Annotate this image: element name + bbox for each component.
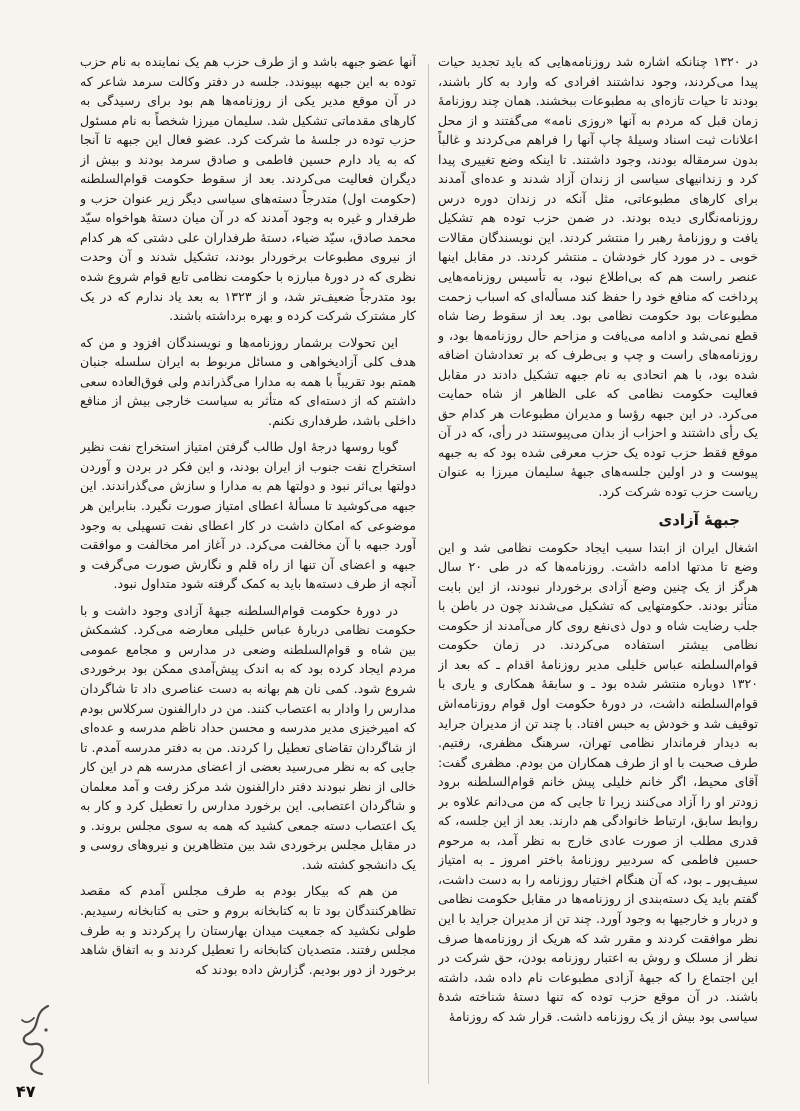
kerman-signature-logo xyxy=(12,1000,58,1080)
paragraph: گویا روسها درجهٔ اول طالب گرفتن امتیاز استخراج نفت نظیر استخراج نفت جنوب از ایران بودند، و این فکر در بردن و آوردن دولتها بی‌اثر نبود و دولتها هم به مدارا و سازش می‌گذراندند. این جبهه می‌کوشید تا مسألهٔ اعطای امتیاز صورت نگیرد. بنابراین هر موضوعی که امکان داشت در کار اعطای نفت تسهیلی به وجود آورد جبهه با آن مخالفت می‌کرد. در آغاز امر مخالفت و موافقت جبهه و اعضای آن تنها از راه قلم و نگارش صورت می‌گرفت و آنچه از طرف دسته‌ها باید به کمک گرفته شود متداول نبود. xyxy=(80,439,416,592)
paragraph: من هم که بیکار بودم به طرف مجلس آمدم که مقصد تظاهرکنندگان بود تا به کتابخانه بروم و حتی به کتابخانه رسیدیم. طولی نکشید که جمعیت میدان بهارستان را پرکردند و به طرف مجلس رفتند. متصدیان کتابخانه را تعطیل کردند و به اتفاق شاهد برخورد از دور بودیم. گزارش داده بودند که xyxy=(80,883,416,977)
page-number: ۴۷ xyxy=(16,1082,36,1101)
paragraph: در ۱۳۲۰ چنانکه اشاره شد روزنامه‌هایی که باید تجدید حیات پیدا می‌کردند، وجود نداشتند افرادی که وارد به کار باشند، بودند تا حیات تازه‌ای به مطبوعات ببخشند. همان چند روزنامهٔ زمان قبل که مردم به آنها «روزی نامه» می‌گفتند و از محل اعلانات ثبت اسناد وسیلهٔ چاپ آنها را فراهم می‌کردند و غالباً بدون سرمقاله بودند، وجود داشتند. تا اینکه وضع تغییری پیدا کرد و زندانیهای سیاسی از زندان آزاد شدند و عده‌ای آمدند برای کارهای مطبوعاتی، مثل آنکه در زندان دوره درس روزنامه‌نگاری دیده بودند. در ضمن حزب توده هم تشکیل یافت و روزنامهٔ رهبر را منتشر کردند. این نویسندگان مقالات خوبی ـ در مورد کار خودشان ـ منتشر کردند. در مقابل اینها عنصر راست هم که بی‌اطلاع نبود، به تأسیس روزنامه‌هایی پرداخت که منافع خود را حفظ کند مسأله‌ای که اسباب زحمت مطبوعات بود حکومت نظامی بود. بعد از سقوط رضا شاه قطع نمی‌شد و ادامه می‌یافت و مزاحم حال روزنامه‌ها بود، و روزنامه‌های راست و چپ و بی‌طرف که بر تعدادشان اضافه شده بود، با هم اتحادی به نام جبهه تشکیل دادند در مقابل فعالیت حکومت نظامی که علی الظاهر از شاه حمایت می‌کرد. در این جبهه رؤسا و مدیران مطبوعات هر کدام حق یک رأی داشتند و احزاب از بدان می‌پیوستند در رأی، که در آن موقع فقط حزب توده یک حزب معرفی شده بود که به جبهه پیوست و در اولین جلسه‌های جبههٔ سلیمان میرزا به عنوان ریاست حزب توده شرکت کرد. xyxy=(438,54,758,500)
paragraph: آنها عضو جبهه باشد و از طرف حزب هم یک نماینده به نام حزب توده به این جبهه بپیوندد. جلسه در دفتر وکالت سرمد شاعر که در آن موقع مدیر یکی از روزنامه‌ها هم بود برای رسیدگی به کارهای مقدماتی تشکیل شد. سلیمان میرزا شخصاً به نام مسئول حزب توده در جلسهٔ ما شرکت کرد. عضو فعال این جبهه تا آنجا که به یاد دارم حسین فاطمی و صادق سرمد بودند و بیش از دیگران فعالیت می‌کردند. بعد از سقوط حکومت قوام‌السلطنه (حکومت اول) متدرجاً دسته‌های سیاسی دیگر زیر عنوان حزب و طرفدار و غیره به وجود آمدند که در آن میان دستهٔ هواخواه سیّد محمد صادق، سیّد ضیاء، دستهٔ طرفداران علی دشتی که هر کدام از نیروی مطبوعات برخوردار بودند، تشکیل شدند و آن وحدت نظری که در دورهٔ مبارزه با حکومت نظامی تابع قوام شروع شده بود متدرجاً ضعیف‌تر شد، و از ۱۳۲۳ به بعد یاد ندارم که در یک کار مشترک شرکت کرده و بهره برداشته باشند. xyxy=(80,54,416,324)
left-column xyxy=(80,52,416,1102)
paragraph: این تحولات برشمار روزنامه‌ها و نویسندگان افزود و من که هدف کلی آزادیخواهی و مسائل مربوط به ایران سلسله جنبان همتم بود تقریباً با همه به مدارا می‌گذراندم ولی فوق‌العاده سعی داشتم که از دسته‌ای که متأثر به سیاست خارجی بیش از منافع داخلی باشد، طرفداری نکنم. xyxy=(80,334,416,428)
right-column xyxy=(438,52,758,1092)
paragraph: در دورهٔ حکومت قوام‌السلطنه جبههٔ آزادی وجود داشت و با حکومت نظامی دربارهٔ عباس خلیلی معارضه می‌کرد. کشمکش بین شاه و قوام‌السلطنه وضعی در مدارس و مجامع عمومی مردم ایجاد کرده بود که به اندک پیش‌آمدی ممکن بود برخوردی شروع شود. کمی نان هم بهانه به دست عناصری داد تا شاگردان مدارس را وادار به اعتصاب کنند. من در دارالفنون سرکلاس بودم که امیرخیزی مدیر مدرسه و محسن حداد ناظم مدرسه و عده‌ای از شاگردان تقاضای تعطیل را کردند. من به دفتر مدرسه آمدم. تا جایی که به نظر می‌رسید بعضی از اعضای مدرسه هم در این کار خالی از نظر نبودند دفتر دارالفنون شد مرکز رفت و آمد معلمان و شاگردان اعتصابی. این برخورد مدارس را تعطیل کرد و کار به یک اعتصاب دسته جمعی کشید که همه به سوی مجلس بروند. و در مقابل مجلس برخوردی شد بین متظاهرین و نیروهای روسی و یک دانشجو کشته شد. xyxy=(80,602,416,872)
column-divider xyxy=(428,64,429,1084)
paragraph: اشغال ایران از ابتدا سبب ایجاد حکومت نظامی شد و این وضع تا مدتها ادامه داشت. روزنامه‌ها که در طی ۲۰ سال هرگز از یک چنین وضع آزادی برخوردار نبودند، از این بابت متأثر بودند. حکومتهایی که تشکیل می‌شدند چون در باطن با جلب رضایت شاه و دول ذی‌نفع روی کار می‌آمدند از حکومت نظامی بیشتر استفاده می‌کردند. در زمان حکومت قوام‌السلطنه عباس خلیلی مدیر روزنامهٔ اقدام ـ که بعد از ۱۳۲۰ دوباره منتشر شده بود ـ و سابقهٔ همکاری و یاری با قوام‌السلطنه داشت، در دورهٔ حکومت اول قوام روزنامه‌اش توقیف شد و خودش به حبس افتاد. با چند تن از مدیران جراید به دیدار فرماندار نظامی تهران، سرهنگ مظفری، رفتیم. طرف صحبت با او از طرف همکاران من بودم. مظفری گفت: آقای محیط، اگر خانم خلیلی پیش خانم قوام‌السلطنه برود زودتر او را آزاد می‌کنند زیرا تا جایی که من می‌دانم علاوه بر روابط سابق، ارتباط خانوادگی هم دارند. بعد از این جلسه، که قدری مطلب از صورت عادی خارج به نظر آمد، به مرحوم حسین فاطمی که سردبیر روزنامهٔ باختر امروز ـ به امتیاز سیف‌پور ـ بود، که آن هنگام اختیار روزنامه را به دست داشت، گفتم باید یک دسته‌بندی از روزنامه‌ها در مقابل حکومت نظامی و دربار و خارجیها به وجود آورد. چند تن از مدیران جراید با این نظر موافقت کردند و مقرر شد که هریک از روزنامه‌ها صرف نظر از مسلک و روش به اعتبار روزنامه بودن، حق شرکت در این اجتماع را که جبههٔ آزادی مطبوعات نام داده شد، داشته باشند. در آن موقع حزب توده که تنها دستهٔ شناخته شدهٔ سیاسی بود بیش از یک روزنامه داشت. قرار شد که روزنامهٔ xyxy=(438,539,758,1024)
section-heading: جبههٔ آزادی xyxy=(658,510,740,529)
